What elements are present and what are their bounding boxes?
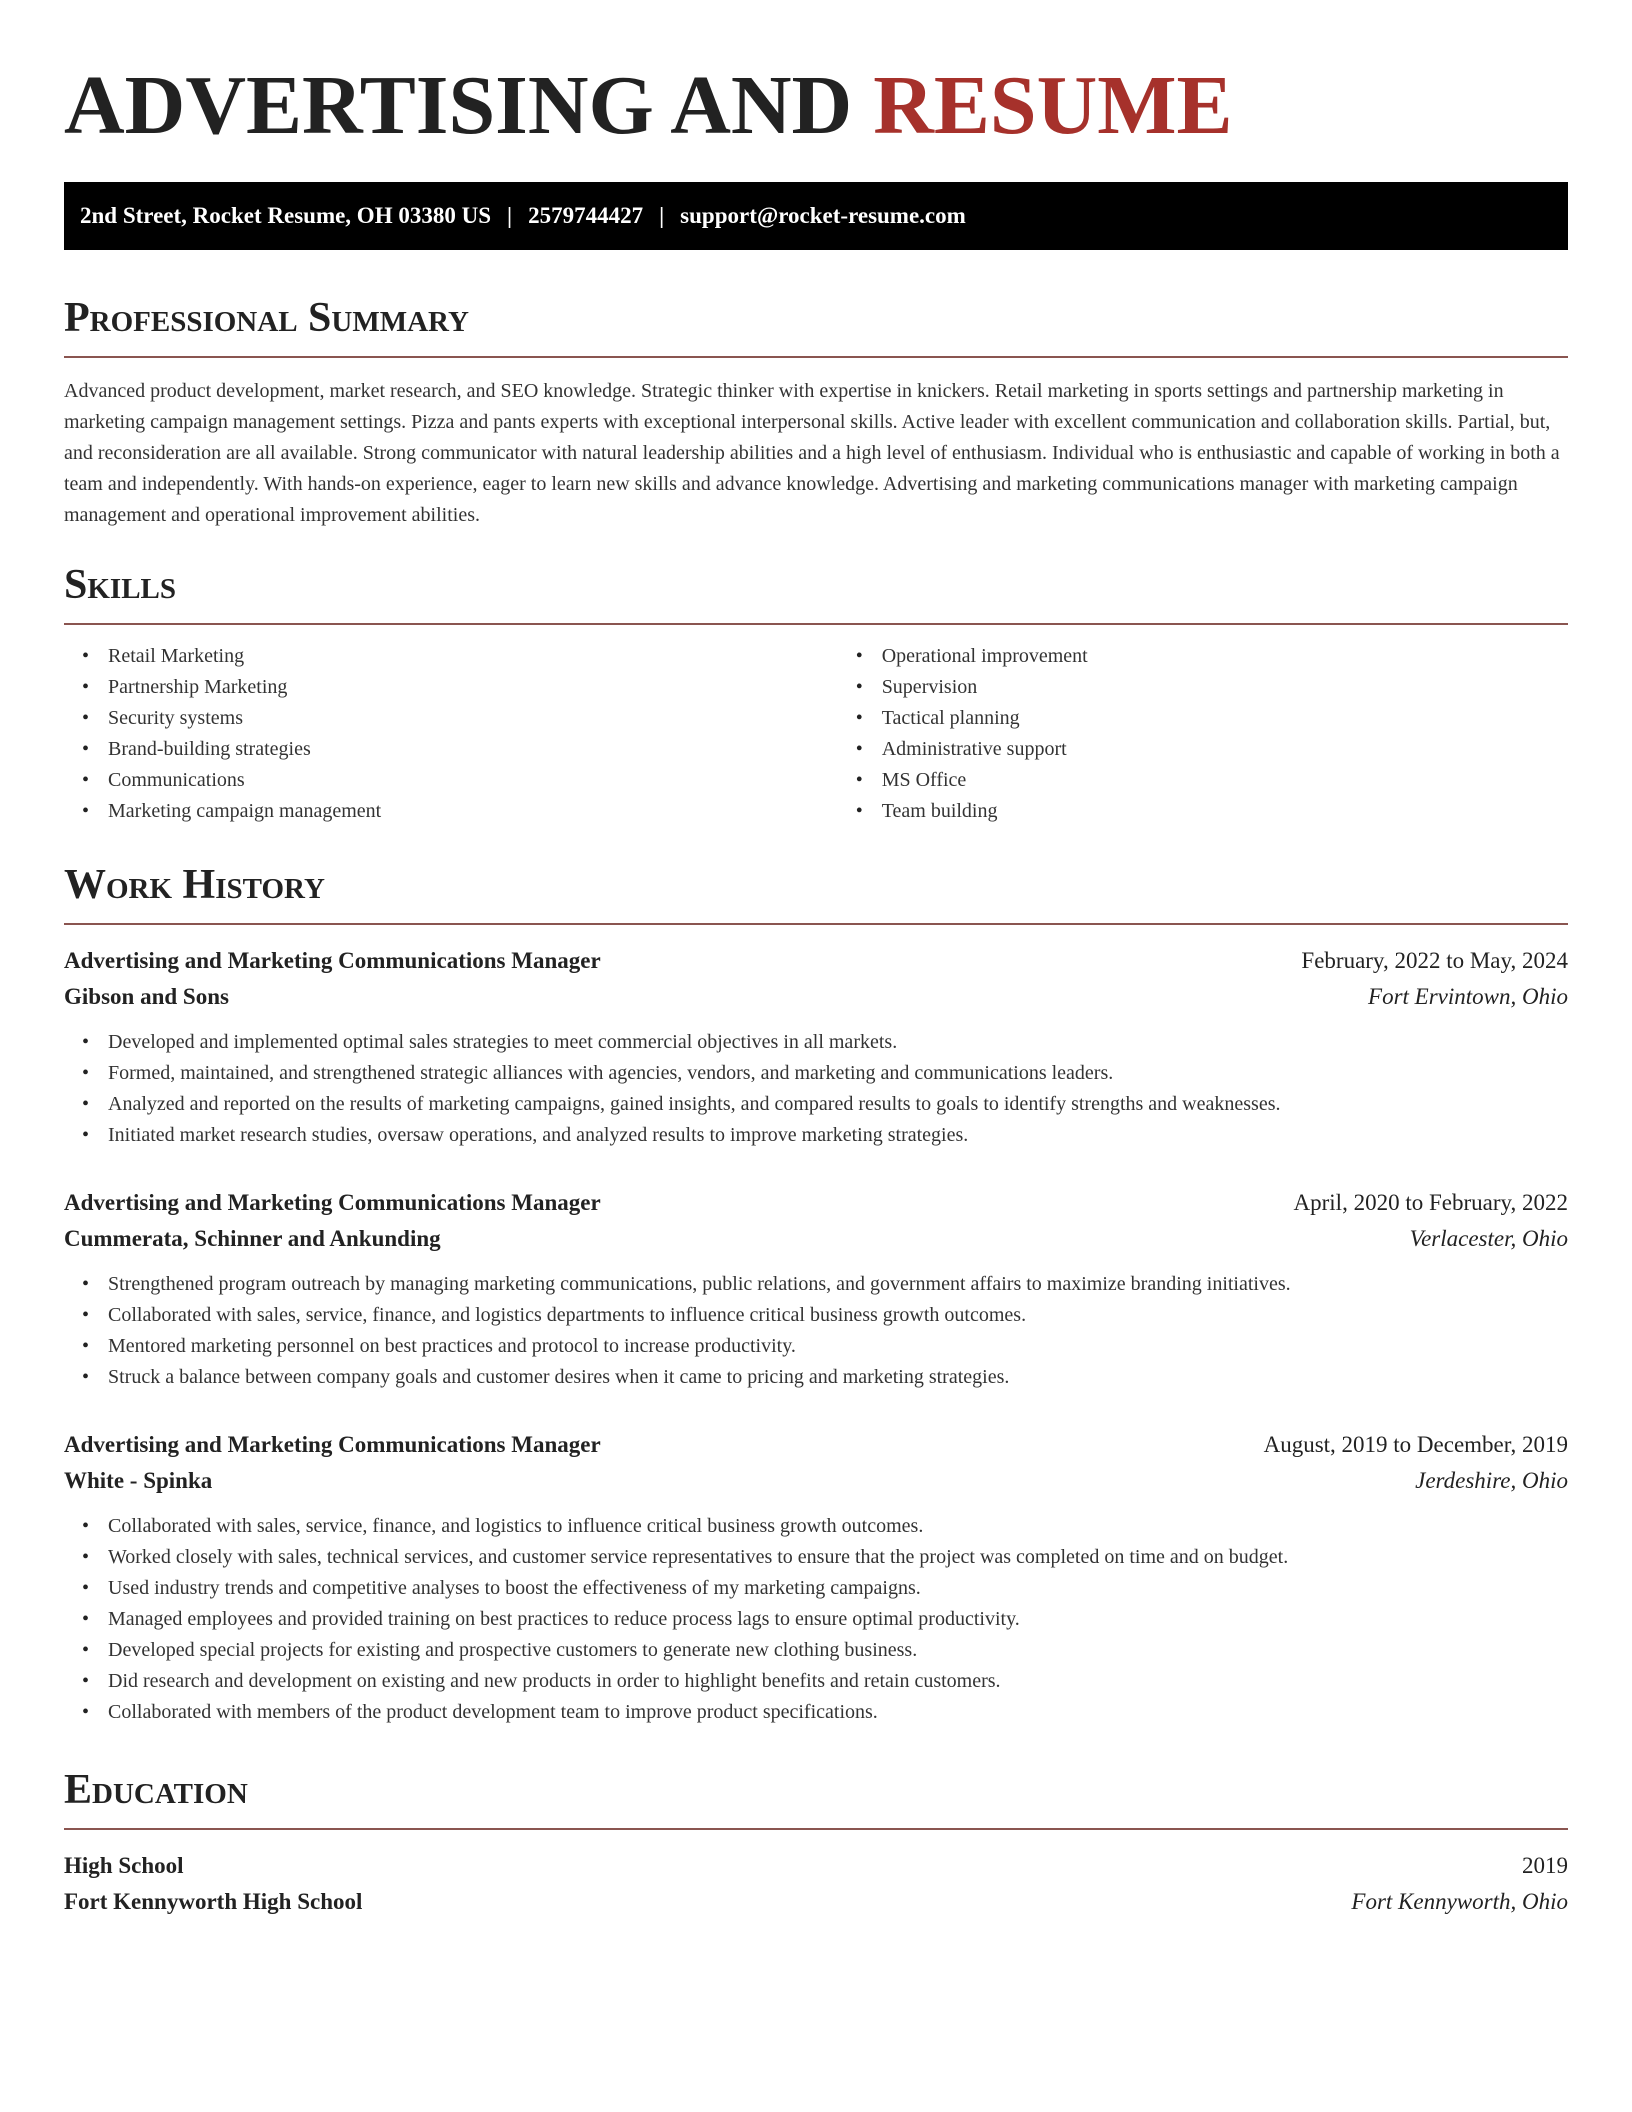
job-company: Gibson and Sons [64, 984, 229, 1009]
skill-item: • Communications [108, 765, 838, 796]
skill-item: • Operational improvement [882, 641, 1568, 672]
section-divider [64, 356, 1568, 358]
job-company-row [64, 1221, 1568, 1257]
job-bullet: • Developed and implemented optimal sales strategies to meet commercial objectives in all markets. [108, 1027, 1568, 1058]
contact-phone[interactable]: 2579744427 [528, 203, 644, 228]
job-dates: February, 2022 to May, 2024 [1301, 948, 1568, 973]
section-title-summary: Professional Summary [64, 295, 469, 341]
job-location: Jerdeshire, Ohio [1415, 1468, 1568, 1493]
job-bullet: • Mentored marketing personnel on best practices and protocol to increase productivity. [108, 1331, 1568, 1362]
job-bullets [64, 1027, 1568, 1151]
skill-item: • Tactical planning [882, 703, 1568, 734]
skill-item: • Partnership Marketing [108, 672, 838, 703]
section-divider [64, 623, 1568, 625]
job-bullet: • Used industry trends and competitive analyses to boost the effectiveness of my marketing campaigns. [108, 1573, 1568, 1604]
skills-list-right [838, 641, 1568, 827]
skill-item: • Supervision [882, 672, 1568, 703]
job-bullet: • Managed employees and provided training on best practices to reduce process lags to ensure optimal productivity. [108, 1604, 1568, 1635]
job-bullets [64, 1269, 1568, 1393]
education-entry [64, 1848, 1568, 1920]
education-degree: High School [64, 1853, 184, 1878]
section-title-work-history: Work History [64, 862, 325, 908]
job-header-row [64, 943, 1568, 979]
contact-separator: | [659, 203, 665, 228]
education-location: Fort Kennyworth, Ohio [1351, 1889, 1568, 1914]
job-bullet: • Developed special projects for existing and prospective customers to generate new clothing business. [108, 1635, 1568, 1666]
skill-item: • Retail Marketing [108, 641, 838, 672]
job-bullet: • Formed, maintained, and strengthened strategic alliances with agencies, vendors, and marketing and communications leaders. [108, 1058, 1568, 1089]
section-divider [64, 1828, 1568, 1830]
education-degree-row [64, 1848, 1568, 1884]
skill-item: • MS Office [882, 765, 1568, 796]
job-company-row [64, 979, 1568, 1015]
section-divider [64, 923, 1568, 925]
job-company: White - Spinka [64, 1468, 213, 1493]
resume-name-heading [64, 56, 1568, 156]
job-entry [64, 1185, 1568, 1393]
section-title-education: Education [64, 1767, 248, 1813]
job-title: Advertising and Marketing Communications Manager [64, 1190, 601, 1215]
skills-list-left [64, 641, 838, 827]
section-title-skills: Skills [64, 562, 177, 608]
skill-item: • Brand-building strategies [108, 734, 838, 765]
job-dates: April, 2020 to February, 2022 [1293, 1190, 1568, 1215]
job-bullet: • Collaborated with sales, service, finance, and logistics departments to influence critical business growth outcomes. [108, 1300, 1568, 1331]
name-part-accent: RESUME [873, 59, 1233, 152]
education-school-row [64, 1884, 1568, 1920]
skill-item: • Administrative support [882, 734, 1568, 765]
contact-address: 2nd Street, Rocket Resume, OH 03380 US [80, 203, 491, 228]
job-header-row [64, 1427, 1568, 1463]
contact-email[interactable]: support@rocket-resume.com [680, 203, 966, 228]
job-header-row [64, 1185, 1568, 1221]
skills-section [64, 557, 1568, 827]
skill-item: • Marketing campaign management [108, 796, 838, 827]
job-entry [64, 943, 1568, 1151]
work-history-section [64, 857, 1568, 1728]
education-section [64, 1762, 1568, 1920]
job-company: Cummerata, Schinner and Ankunding [64, 1226, 441, 1251]
job-company-row [64, 1463, 1568, 1499]
summary-section [64, 290, 1568, 531]
job-bullet: • Strengthened program outreach by managing marketing communications, public relations, and government affairs to maximize branding initiatives. [108, 1269, 1568, 1300]
job-bullet: • Analyzed and reported on the results of marketing campaigns, gained insights, and compared results to goals to identify strengths and weaknesses. [108, 1089, 1568, 1120]
job-entry [64, 1427, 1568, 1728]
job-bullet: • Collaborated with sales, service, finance, and logistics to influence critical business growth outcomes. [108, 1511, 1568, 1542]
summary-text: Advanced product development, market research, and SEO knowledge. Strategic thinker with expertise in knickers. Retail marketing in sports settings and partnership marketing in marketing campaign management settings. Pizza and pants experts with exceptional interpersonal skills. Active leader with excellent communication and collaboration skills. Partial, but, and reconsideration are all available. Strong communicator with natural leadership abilities and a high level of enthusiasm. Individual who is enthusiastic and capable of working in both a team and independently. With hands-on experience, eager to learn new skills and advance knowledge. Advertising and marketing communications manager with marketing campaign management and operational improvement abilities. [64, 380, 1560, 526]
job-dates: August, 2019 to December, 2019 [1263, 1432, 1568, 1457]
skill-item: • Security systems [108, 703, 838, 734]
job-bullets [64, 1511, 1568, 1728]
skills-columns [64, 641, 1568, 827]
education-year: 2019 [1522, 1853, 1568, 1878]
contact-separator: | [507, 203, 513, 228]
education-school: Fort Kennyworth High School [64, 1889, 363, 1914]
job-title: Advertising and Marketing Communications Manager [64, 948, 601, 973]
skill-item: • Team building [882, 796, 1568, 827]
name-part-main: ADVERTISING AND [64, 59, 853, 152]
contact-bar [64, 182, 1568, 250]
job-bullet: • Struck a balance between company goals and customer desires when it came to pricing and marketing strategies. [108, 1362, 1568, 1393]
job-bullet: • Collaborated with members of the product development team to improve product specifications. [108, 1697, 1568, 1728]
job-location: Verlacester, Ohio [1409, 1226, 1568, 1251]
job-location: Fort Ervintown, Ohio [1368, 984, 1568, 1009]
job-title: Advertising and Marketing Communications Manager [64, 1432, 601, 1457]
job-bullet: • Worked closely with sales, technical services, and customer service representatives to ensure that the project was completed on time and on budget. [108, 1542, 1568, 1573]
job-bullet: • Initiated market research studies, oversaw operations, and analyzed results to improve marketing strategies. [108, 1120, 1568, 1151]
job-bullet: • Did research and development on existing and new products in order to highlight benefits and retain customers. [108, 1666, 1568, 1697]
